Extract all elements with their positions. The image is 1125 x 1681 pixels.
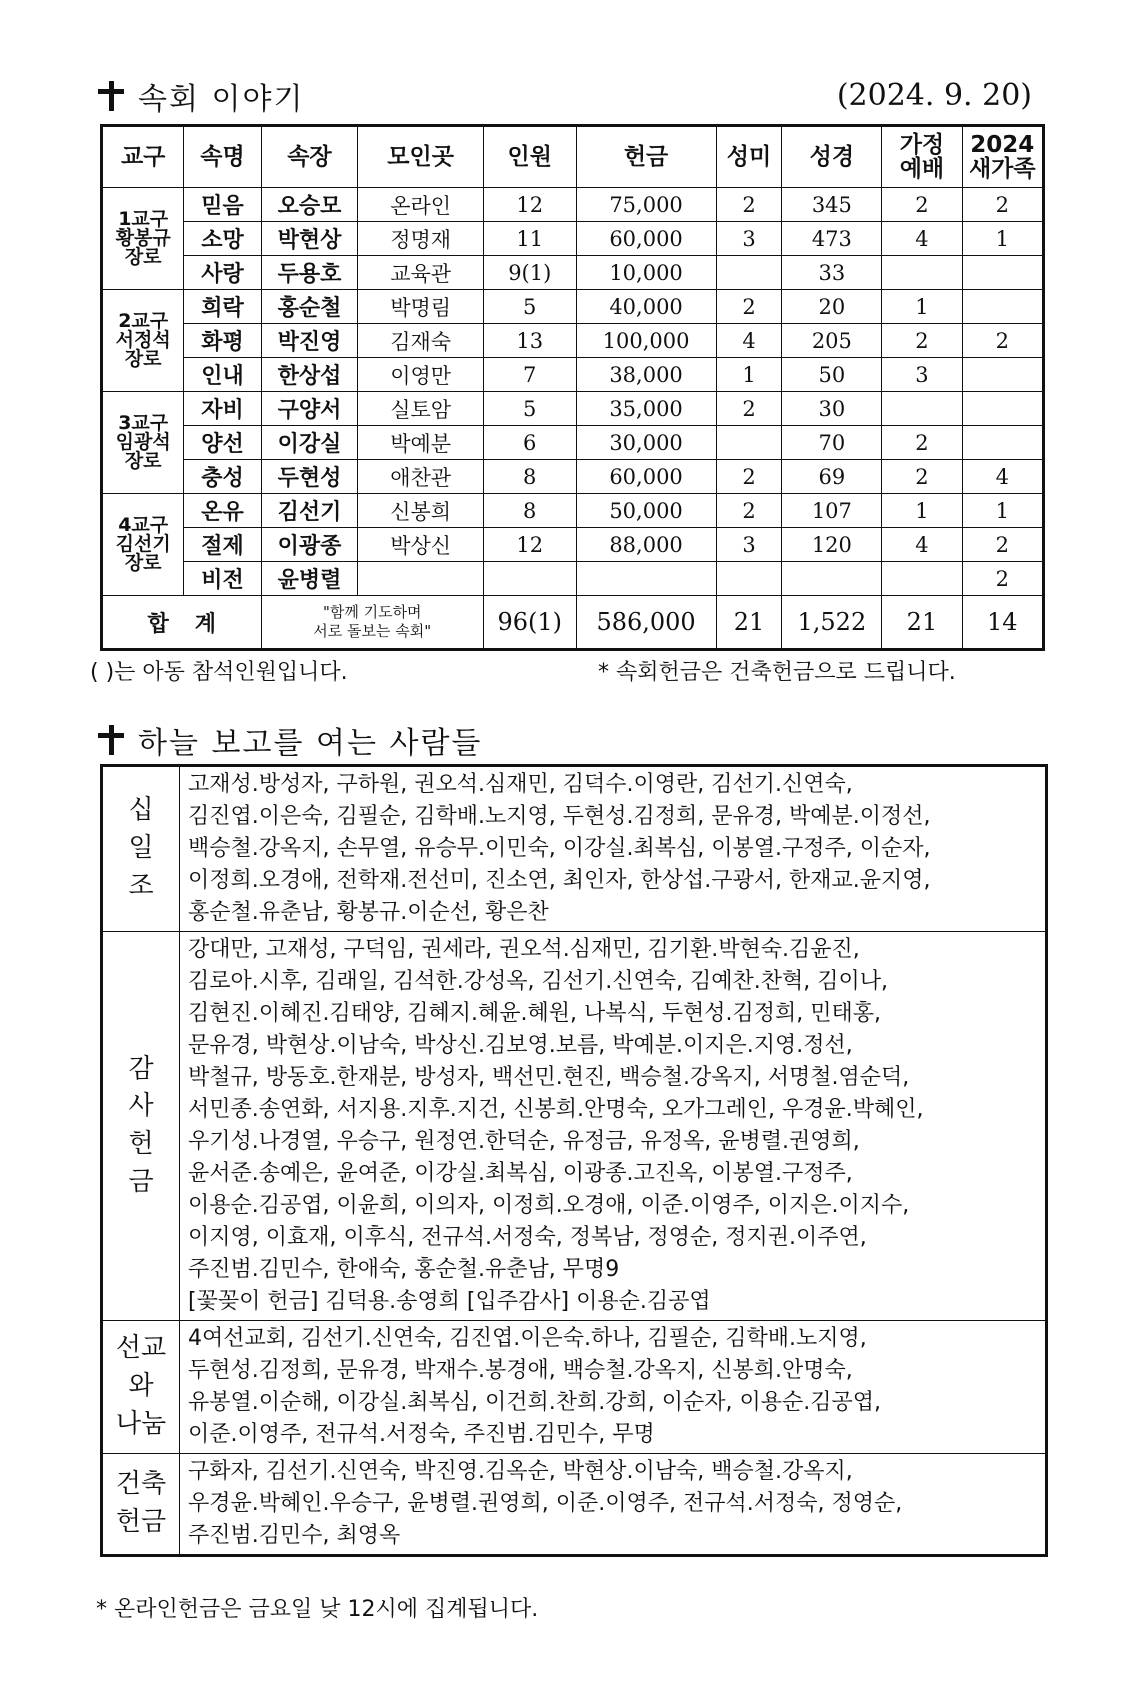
- district-cell: 1교구 황봉규 장로: [102, 188, 184, 290]
- donor-line: 김현진.이혜진.김태양, 김혜지.혜윤.혜원, 나복식, 두현성.김정희, 민태홍,: [188, 1001, 881, 1026]
- donor-line: 구화자, 김선기.신연숙, 박진영.김옥순, 박현상.이남숙, 백승철.강옥지,: [188, 1459, 853, 1484]
- rice-offering: 2: [716, 188, 782, 222]
- offering-amount: 40,000: [576, 290, 716, 324]
- new-family: 2: [962, 188, 1043, 222]
- child-note: ( )는 아동 참석인원입니다.: [90, 660, 348, 685]
- donor-line: 이지영, 이효재, 이후식, 전규석.서정숙, 정복남, 정영순, 정지권.이주연,: [188, 1225, 867, 1250]
- new-family: [962, 392, 1043, 426]
- rice-offering: 1: [716, 358, 782, 392]
- section2-header: [98, 718, 482, 762]
- cell-leader: 두현성: [261, 460, 358, 494]
- attendance: 7: [483, 358, 576, 392]
- offering-amount: 60,000: [576, 460, 716, 494]
- rice-offering: 2: [716, 494, 782, 528]
- donor-names: [180, 932, 1047, 1321]
- bible-reading: 50: [782, 358, 882, 392]
- section1-title: 속회 이야기: [138, 82, 305, 117]
- family-worship: 1: [882, 290, 962, 324]
- donor-line: 김로아.시후, 김래일, 김석한.강성옥, 김선기.신연숙, 김예찬.찬혁, 김이나,: [188, 969, 888, 994]
- rice-offering: 4: [716, 324, 782, 358]
- district-cell: 3교구 임광석 장로: [102, 392, 184, 494]
- donor-line: 강대만, 고재성, 구덕임, 권세라, 권오석.심재민, 김기환.박현숙.김윤진,: [188, 937, 860, 962]
- family-worship: 2: [882, 188, 962, 222]
- new-family: [962, 426, 1043, 460]
- cell-name: 양선: [184, 426, 261, 460]
- meeting-place: 온라인: [358, 188, 484, 222]
- column-header: 속장: [261, 126, 358, 188]
- donor-line: 윤서준.송예은, 윤여준, 이강실.최복심, 이광종.고진옥, 이봉열.구정주,: [188, 1161, 853, 1186]
- offering-amount: 50,000: [576, 494, 716, 528]
- district-cell: 4교구 김선기 장로: [102, 494, 184, 596]
- bible-reading: 107: [782, 494, 882, 528]
- donor-line: 이준.이영주, 전규석.서정숙, 주진범.김민수, 무명: [188, 1422, 655, 1447]
- table-row: [102, 426, 1044, 460]
- total-people: 96(1): [483, 596, 576, 650]
- cell-name: 화평: [184, 324, 261, 358]
- total-worship: 21: [882, 596, 962, 650]
- bible-reading: 20: [782, 290, 882, 324]
- donor-line: 백승철.강옥지, 손무열, 유승무.이민숙, 이강실.최복심, 이봉열.구정주, 이순자,: [188, 836, 931, 861]
- column-header: 가정 예배: [882, 126, 962, 188]
- bible-reading: 473: [782, 222, 882, 256]
- donor-line: [꽃꽂이 헌금] 김덕용.송영희 [입주감사] 이용순.김공엽: [188, 1289, 711, 1314]
- new-family: [962, 256, 1043, 290]
- donor-names: [180, 766, 1047, 932]
- attendance: 13: [483, 324, 576, 358]
- meeting-place: 박상신: [358, 528, 484, 562]
- donor-line: 고재성.방성자, 구하원, 권오석.심재민, 김덕수.이영란, 김선기.신연숙,: [188, 772, 853, 797]
- table-row: [102, 460, 1044, 494]
- offering-amount: 30,000: [576, 426, 716, 460]
- meeting-place: 교육관: [358, 256, 484, 290]
- meeting-place: 이영만: [358, 358, 484, 392]
- meeting-place: 애찬관: [358, 460, 484, 494]
- meeting-place: 김재숙: [358, 324, 484, 358]
- total-offering: 586,000: [576, 596, 716, 650]
- rice-offering: 2: [716, 290, 782, 324]
- donor-category: 건축 헌금: [102, 1454, 180, 1556]
- cell-name: 절제: [184, 528, 261, 562]
- new-family: 2: [962, 528, 1043, 562]
- meeting-place: 박명림: [358, 290, 484, 324]
- column-header: 헌금: [576, 126, 716, 188]
- cell-leader: 한상섭: [261, 358, 358, 392]
- total-motto: "함께 기도하며 서로 돌보는 속회": [261, 596, 483, 650]
- cell-name: 인내: [184, 358, 261, 392]
- family-worship: [882, 392, 962, 426]
- offering-amount: 60,000: [576, 222, 716, 256]
- column-header: 성경: [782, 126, 882, 188]
- table-row: [102, 324, 1044, 358]
- new-family: [962, 358, 1043, 392]
- cell-name: 충성: [184, 460, 261, 494]
- donor-line: 이용순.김공엽, 이윤희, 이의자, 이정희.오경애, 이준.이영주, 이지은.이지수,: [188, 1193, 910, 1218]
- donor-category: 선교 와 나눔: [102, 1321, 180, 1454]
- bible-reading: 120: [782, 528, 882, 562]
- offering-note: * 속회헌금은 건축헌금으로 드립니다.: [598, 660, 956, 685]
- donor-line: 주진범.김민수, 한애숙, 홍순철.유춘남, 무명9: [188, 1257, 620, 1282]
- bible-reading: 70: [782, 426, 882, 460]
- bible-reading: [782, 562, 882, 596]
- cell-leader: 이광종: [261, 528, 358, 562]
- offering-amount: 75,000: [576, 188, 716, 222]
- rice-offering: 2: [716, 460, 782, 494]
- bible-reading: 345: [782, 188, 882, 222]
- donor-row: [102, 932, 1047, 1321]
- cell-name: 희락: [184, 290, 261, 324]
- donor-line: 문유경, 박현상.이남숙, 박상신.김보영.보름, 박예분.이지은.지영.정선,: [188, 1033, 853, 1058]
- cell-leader: 두용호: [261, 256, 358, 290]
- section2-title: 하늘 보고를 여는 사람들: [138, 726, 483, 761]
- column-header: 인원: [483, 126, 576, 188]
- donor-line: 서민종.송연화, 서지용.지후.지건, 신봉희.안명숙, 오가그레인, 우경윤.박혜인,: [188, 1097, 924, 1122]
- donor-line: 유봉열.이순해, 이강실.최복심, 이건희.찬희.강희, 이순자, 이용순.김공엽,: [188, 1390, 881, 1415]
- cell-leader: 구양서: [261, 392, 358, 426]
- column-header: 속명: [184, 126, 261, 188]
- new-family: 1: [962, 222, 1043, 256]
- offering-amount: [576, 562, 716, 596]
- donor-category: 감 사 헌 금: [102, 932, 180, 1321]
- cell-meeting-table: [100, 124, 1045, 651]
- offering-amount: 10,000: [576, 256, 716, 290]
- meeting-place: 정명재: [358, 222, 484, 256]
- bible-reading: 33: [782, 256, 882, 290]
- attendance: 11: [483, 222, 576, 256]
- online-offering-footnote: * 온라인헌금은 금요일 낮 12시에 집계됩니다.: [96, 1597, 539, 1622]
- new-family: 4: [962, 460, 1043, 494]
- rice-offering: [716, 562, 782, 596]
- family-worship: 2: [882, 460, 962, 494]
- donor-category: 십 일 조: [102, 766, 180, 932]
- donor-line: 우경윤.박혜인.우승구, 윤병렬.권영희, 이준.이영주, 전규석.서정숙, 정영순,: [188, 1491, 903, 1516]
- table-row: [102, 188, 1044, 222]
- column-header: 교구: [102, 126, 184, 188]
- cell-name: 믿음: [184, 188, 261, 222]
- family-worship: 3: [882, 358, 962, 392]
- total-label: 합계: [102, 596, 262, 650]
- family-worship: [882, 256, 962, 290]
- family-worship: 2: [882, 324, 962, 358]
- cell-name: 온유: [184, 494, 261, 528]
- table-header-row: [102, 126, 1044, 188]
- cell-name: 소망: [184, 222, 261, 256]
- bible-reading: 30: [782, 392, 882, 426]
- table-row: [102, 256, 1044, 290]
- cell-leader: 이강실: [261, 426, 358, 460]
- cell-name: 비전: [184, 562, 261, 596]
- table-row: [102, 358, 1044, 392]
- donor-line: 홍순철.유춘남, 황봉규.이순선, 황은찬: [188, 900, 549, 925]
- donor-row: [102, 1321, 1047, 1454]
- column-header: 성미: [716, 126, 782, 188]
- rice-offering: 3: [716, 528, 782, 562]
- rice-offering: [716, 426, 782, 460]
- rice-offering: 2: [716, 392, 782, 426]
- donor-names: [180, 1454, 1047, 1556]
- column-header: 모인곳: [358, 126, 484, 188]
- attendance: 12: [483, 528, 576, 562]
- attendance: 9(1): [483, 256, 576, 290]
- offering-amount: 88,000: [576, 528, 716, 562]
- family-worship: 4: [882, 528, 962, 562]
- bible-reading: 205: [782, 324, 882, 358]
- donor-line: 김진엽.이은숙, 김필순, 김학배.노지영, 두현성.김정희, 문유경, 박예분.이정선,: [188, 804, 931, 829]
- donor-line: 두현성.김정희, 문유경, 박재수.봉경애, 백승철.강옥지, 신봉희.안명숙,: [188, 1358, 853, 1383]
- table-row: [102, 562, 1044, 596]
- cell-name: 사랑: [184, 256, 261, 290]
- district-cell: 2교구 서정석 장로: [102, 290, 184, 392]
- meeting-place: 신봉희: [358, 494, 484, 528]
- offering-amount: 100,000: [576, 324, 716, 358]
- bible-reading: 69: [782, 460, 882, 494]
- family-worship: 2: [882, 426, 962, 460]
- total-row: [102, 596, 1044, 650]
- offering-amount: 38,000: [576, 358, 716, 392]
- cell-name: 자비: [184, 392, 261, 426]
- family-worship: 1: [882, 494, 962, 528]
- cell-leader: 김선기: [261, 494, 358, 528]
- new-family: 2: [962, 324, 1043, 358]
- attendance: 6: [483, 426, 576, 460]
- donor-line: 우기성.나경열, 우승구, 원정연.한덕순, 유정금, 유정옥, 윤병렬.권영희,: [188, 1129, 860, 1154]
- family-worship: 4: [882, 222, 962, 256]
- total-newfam: 14: [962, 596, 1043, 650]
- table-row: [102, 494, 1044, 528]
- new-family: 2: [962, 562, 1043, 596]
- family-worship: [882, 562, 962, 596]
- meeting-place: 실토암: [358, 392, 484, 426]
- column-header: 2024 새가족: [962, 126, 1043, 188]
- cell-leader: 박현상: [261, 222, 358, 256]
- bulletin-date: (2024. 9. 20): [836, 78, 1032, 113]
- attendance: [483, 562, 576, 596]
- new-family: [962, 290, 1043, 324]
- attendance: 8: [483, 460, 576, 494]
- cross-icon: [98, 81, 124, 111]
- attendance: 5: [483, 392, 576, 426]
- meeting-place: 박예분: [358, 426, 484, 460]
- total-rice: 21: [716, 596, 782, 650]
- donor-row: [102, 766, 1047, 932]
- table-row: [102, 222, 1044, 256]
- cell-leader: 홍순철: [261, 290, 358, 324]
- total-bible: 1,522: [782, 596, 882, 650]
- rice-offering: 3: [716, 222, 782, 256]
- attendance: 8: [483, 494, 576, 528]
- section1-header: [98, 74, 304, 118]
- donor-names: [180, 1321, 1047, 1454]
- rice-offering: [716, 256, 782, 290]
- donor-line: 이정희.오경애, 전학재.전선미, 진소연, 최인자, 한상섭.구광서, 한재교.윤지영,: [188, 868, 931, 893]
- donor-line: 4여선교회, 김선기.신연숙, 김진엽.이은숙.하나, 김필순, 김학배.노지영,: [188, 1326, 867, 1351]
- cell-leader: 윤병렬: [261, 562, 358, 596]
- new-family: 1: [962, 494, 1043, 528]
- attendance: 12: [483, 188, 576, 222]
- table-row: [102, 528, 1044, 562]
- cell-leader: 박진영: [261, 324, 358, 358]
- donor-line: 박철규, 방동호.한재분, 방성자, 백선민.현진, 백승철.강옥지, 서명철.염순덕,: [188, 1065, 910, 1090]
- donors-table: [100, 764, 1048, 1557]
- donor-line: 주진범.김민수, 최영옥: [188, 1523, 401, 1548]
- table-row: [102, 392, 1044, 426]
- cross-icon: [98, 725, 124, 755]
- meeting-place: [358, 562, 484, 596]
- offering-amount: 35,000: [576, 392, 716, 426]
- cell-leader: 오승모: [261, 188, 358, 222]
- donor-row: [102, 1454, 1047, 1556]
- attendance: 5: [483, 290, 576, 324]
- table-row: [102, 290, 1044, 324]
